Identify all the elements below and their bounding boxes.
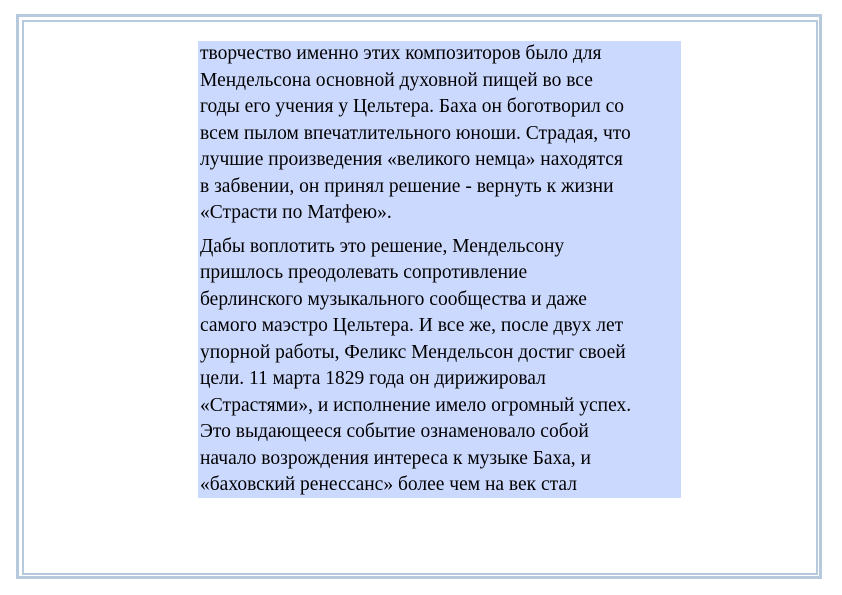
text-box (198, 41, 681, 498)
paragraph-2: Дабы воплотить это решение, Мендельсону пришлось преодолевать сопротивление берлинского музыкального сообщества и даже самого маэстро Цельтера. И все же, после двух лет упорной работы, Феликс Мендельсон достиг своей цели. 11 марта 1829 года он дирижировал «Страстями», и исполнение имело огромный успех. Это выдающееся событие ознаменовало собой начало возрождения интереса к музыке Баха, и «баховский ренессанс» более чем на век стал (200, 235, 632, 495)
paragraph-1: творчество именно этих композиторов было для Мендельсона основной духовной пищей во все годы его учения у Цельтера. Баха он боготворил со всем пылом впечатлительного юноши. Страдая, что лучшие произведения «великого немца» находятся в забвении, он принял решение - вернуть к жизни «Страсти по Матфею». (200, 43, 631, 223)
